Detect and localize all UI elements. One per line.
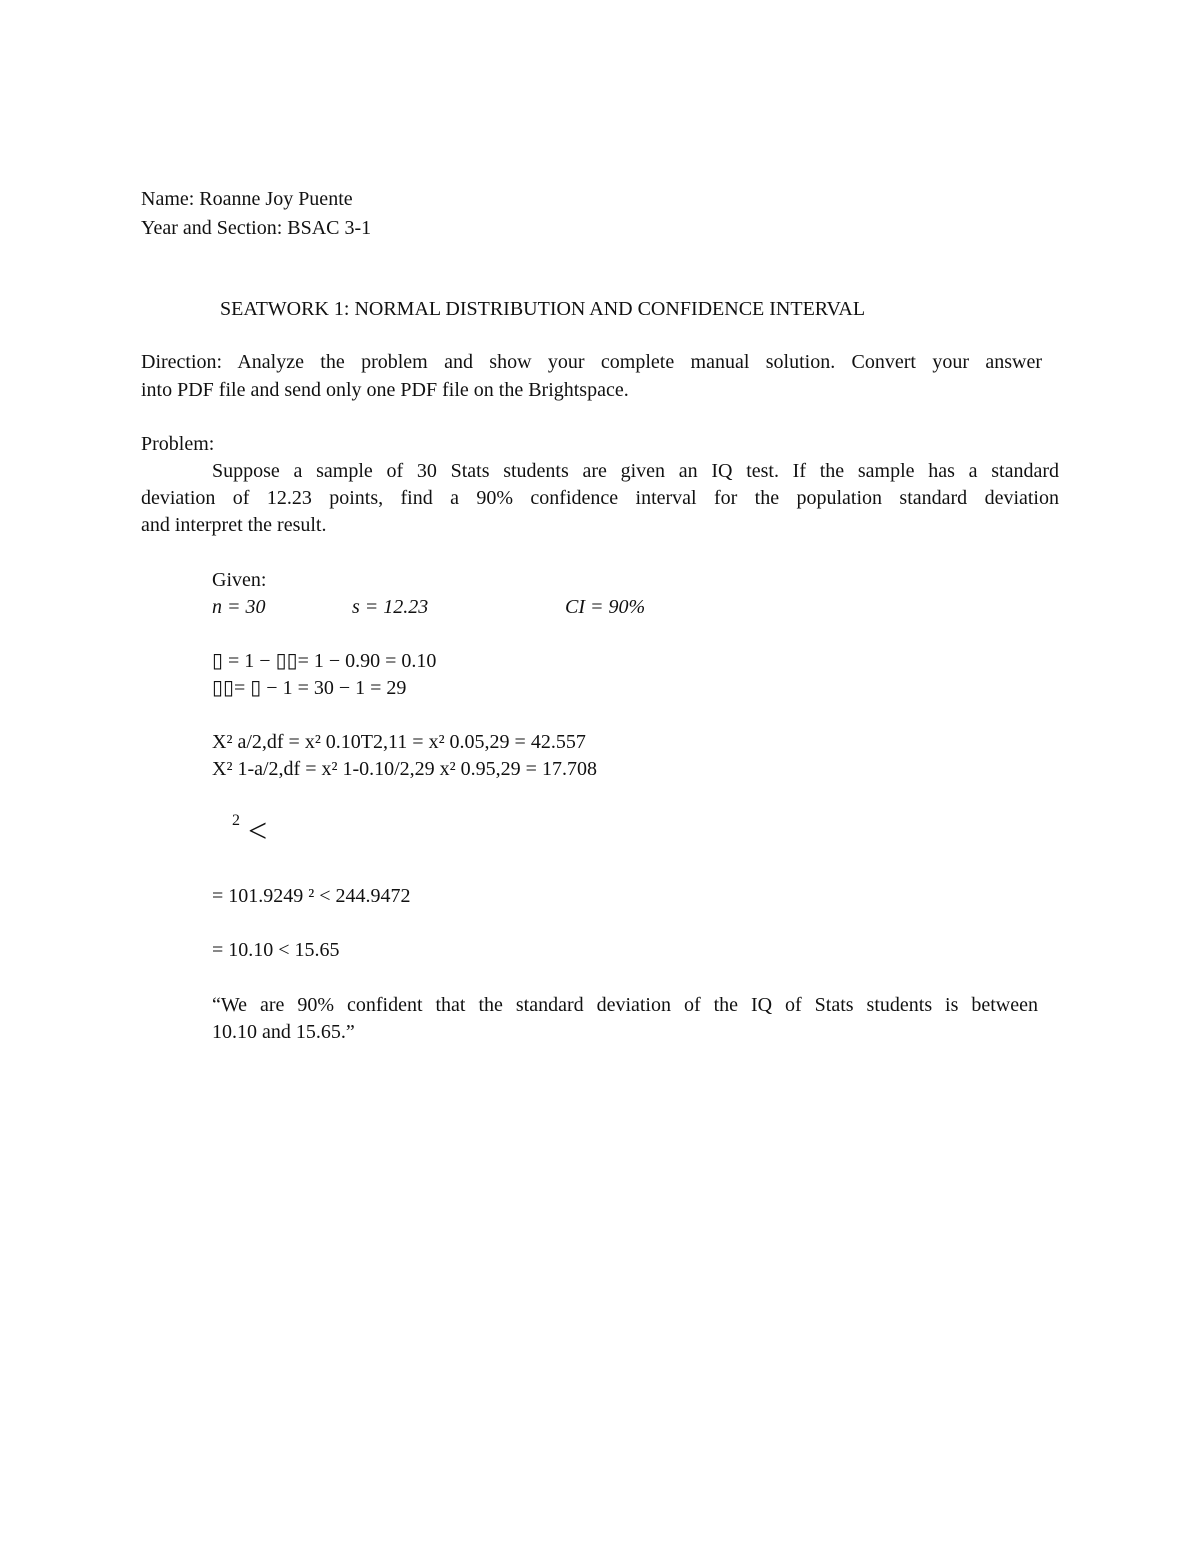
- given-s: s = 12.23: [352, 596, 429, 618]
- given-n: n = 30: [212, 596, 266, 618]
- problem-line-2: deviation of 12.23 points, find a 90% confidence interval for the population standard deviation: [141, 487, 1059, 509]
- conclusion-line-2: 10.10 and 15.65.”: [212, 1021, 355, 1043]
- chi-square-lower: X² 1-a/2,df = x² 1-0.10/2,29 x² 0.95,29 = 17.708: [212, 758, 597, 780]
- variance-interval: = 101.9249 ² < 244.9472: [212, 885, 411, 907]
- student-name: Name: Roanne Joy Puente: [141, 188, 353, 210]
- df-equation: ▯▯= ▯ − 1 = 30 − 1 = 29: [212, 677, 407, 699]
- conclusion-line-1: “We are 90% confident that the standard deviation of the IQ of Stats students is between: [212, 994, 1038, 1016]
- given-ci: CI = 90%: [565, 596, 646, 618]
- chi-square-upper: X² a/2,df = x² 0.10T2,11 = x² 0.05,29 = 42.557: [212, 731, 586, 753]
- formula-fragment-less-than: <: [248, 813, 268, 850]
- sd-interval: = 10.10 < 15.65: [212, 939, 340, 961]
- problem-line-1: Suppose a sample of 30 Stats students are given an IQ test. If the sample has a standard: [212, 460, 1059, 482]
- problem-line-3: and interpret the result.: [141, 514, 327, 536]
- given-label: Given:: [212, 569, 267, 591]
- formula-fragment-superscript: 2: [232, 812, 240, 829]
- year-section: Year and Section: BSAC 3-1: [141, 217, 372, 239]
- problem-label: Problem:: [141, 433, 215, 455]
- direction-line-1: Direction: Analyze the problem and show your complete manual solution. Convert your answer: [141, 351, 1042, 373]
- page-title: SEATWORK 1: NORMAL DISTRIBUTION AND CONFIDENCE INTERVAL: [220, 298, 866, 320]
- direction-line-2: into PDF file and send only one PDF file on the Brightspace.: [141, 379, 629, 401]
- alpha-equation: ▯ = 1 − ▯▯= 1 − 0.90 = 0.10: [212, 650, 437, 672]
